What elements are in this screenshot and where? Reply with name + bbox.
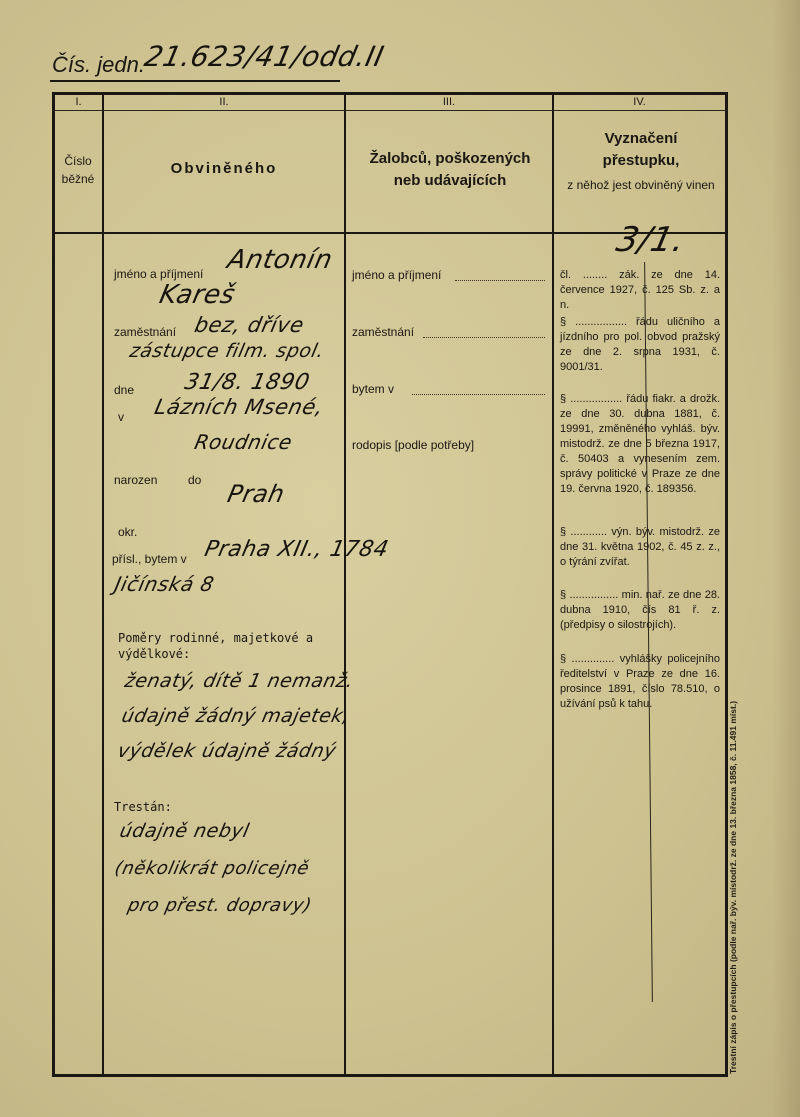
trestan-label: Trestán: <box>114 800 172 814</box>
jmeno-value-2: Kareš <box>156 280 238 310</box>
cis-jedn-underline <box>50 80 340 82</box>
do-value: Prah <box>225 480 288 508</box>
paper-edge <box>772 0 800 1117</box>
col3-numeral: III. <box>442 96 456 108</box>
cis-jedn-handwritten: 21.623/41/odd.II <box>141 40 388 73</box>
cis-jedn-label: Čís. jedn. <box>52 52 145 77</box>
v-value-1: Lázních Msené, <box>152 395 326 419</box>
offence-law-6: § .............. vyhlášky policejního ředitelství v Praze ze dne 16. prosince 1891, číslo 78.510, o užívání psů k tahu. <box>560 653 720 710</box>
plaintiff-jmeno-dots <box>455 280 545 281</box>
do-label: do <box>188 473 202 487</box>
pomery-value-3: výdělek údajně žádný <box>115 740 339 762</box>
offence-law-1: čl. ........ zák. ze dne 14. července 1927, č. 125 Sb. z. a n. <box>560 269 720 311</box>
offence-law-5: § ................ min. nař. ze dne 28. dubna 1910, čís 81 ř. z. (předpisy o silostrojích). <box>560 589 720 631</box>
plaintiff-zamestnani-label: zaměstnání <box>352 325 415 339</box>
col4-title: Vyznačení přestupku, <box>602 130 680 169</box>
zamestnani-value-2: zástupce film. spol. <box>127 340 327 362</box>
dne-value: 31/8. 1890 <box>182 370 313 395</box>
col1-title: Číslo běžné <box>61 154 95 186</box>
okr-label: okr. <box>118 525 138 539</box>
pomery-label: Poměry rodinné, majetkové a výdělkové: <box>118 631 314 661</box>
offence-law-3: § ................. řádu fiakr. a drožk. ze dne 30. dubna 1881, č. 19991, změněného vyhláš. býv. mistodrž. ze dne 5 března 1917, č. 50403 a vynesením zem. správy politické v Praze ze dne 19. června 1920, č. 189356. <box>560 393 720 495</box>
col1-numeral: I. <box>75 96 82 108</box>
trestan-value-3: pro přest. dopravy) <box>125 895 314 916</box>
col4-numeral: IV. <box>633 96 646 108</box>
prisl-value-2: Jičínská 8 <box>112 572 217 596</box>
plaintiff-bytem-label: bytem v <box>352 382 395 396</box>
table-bottom-border <box>52 1074 728 1077</box>
offence-handwritten-mark: 3/1. <box>612 220 689 260</box>
plaintiff-jmeno-label: jméno a příjmení <box>352 268 442 282</box>
table-left-border <box>52 92 55 1077</box>
col-divider-3 <box>552 92 554 1077</box>
col3-title: Žalobců, poškozených neb udávajících <box>369 150 531 189</box>
plaintiff-bytem-dots <box>412 394 545 395</box>
side-note: Trestní zápis o přestupcích (podle nař. býv. místodrž. ze dne 13. března 1858, č. 11.491 míst.) <box>728 700 738 1074</box>
pomery-value-1: ženatý, dítě 1 nemanž. <box>122 670 356 692</box>
prisl-label: přísl., bytem v <box>112 552 187 566</box>
dne-label: dne <box>114 383 135 397</box>
col4-subtitle: z něhož jest obviněný vinen <box>567 178 715 192</box>
trestan-value-1: údajně nebyl <box>117 820 252 842</box>
jmeno-label: jméno a příjmení <box>114 267 204 281</box>
col2-numeral: II. <box>219 96 229 108</box>
narozen-label: narozen <box>114 473 158 487</box>
jmeno-value-1: Antonín <box>224 245 336 275</box>
plaintiff-rodopis-label: rodopis [podle potřeby] <box>352 438 475 452</box>
zamestnani-value-1: bez, dříve <box>192 313 307 337</box>
v-value-2: Roudnice <box>192 430 295 454</box>
zamestnani-label: zaměstnání <box>114 325 177 339</box>
pomery-value-2: údajně žádný majetek, <box>119 705 352 727</box>
trestan-value-2: (několikrát policejně <box>112 858 312 879</box>
numeral-row-divider <box>52 110 728 111</box>
prisl-value-1: Praha XII., 1784 <box>202 537 391 562</box>
col-divider-1 <box>102 92 104 1077</box>
v-label: v <box>118 410 124 424</box>
offence-law-4: § ............ výn. býv. mistodrž. ze dne 31. května 1902, č. 45 z. z., o týrání zvířat. <box>560 526 720 568</box>
col-divider-2 <box>344 92 346 1077</box>
offence-law-2: § ................. řádu uličního a jízdního pro pol. obvod pražský ze dne 2. srpna 1931, č. 9001/31. <box>560 316 720 373</box>
col2-title: Obviněného <box>170 160 278 177</box>
plaintiff-zamestnani-dots <box>423 337 545 338</box>
